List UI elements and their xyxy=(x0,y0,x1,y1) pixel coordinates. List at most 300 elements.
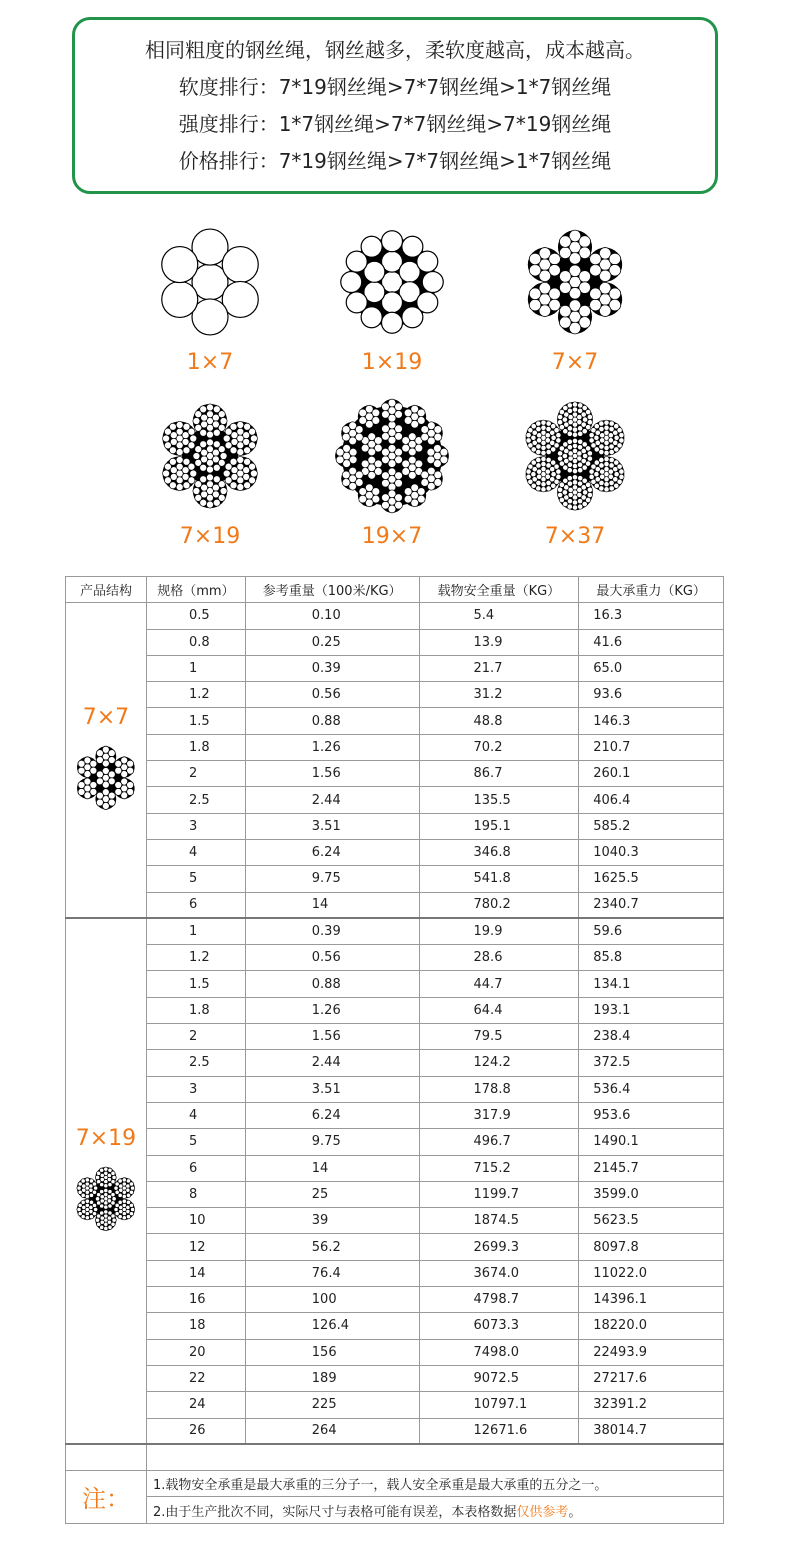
safe-load-cell: 1874.5 xyxy=(419,1208,579,1234)
max-load-cell: 585.2 xyxy=(579,813,724,839)
wire xyxy=(529,264,541,276)
wire xyxy=(559,271,571,283)
wire xyxy=(92,1182,96,1186)
wire xyxy=(96,799,103,806)
max-load-cell: 146.3 xyxy=(579,708,724,734)
wire xyxy=(336,448,344,456)
wire xyxy=(579,271,591,283)
group-label: 7×19 xyxy=(75,1125,137,1151)
table-row xyxy=(66,708,724,734)
wire xyxy=(223,470,230,477)
wire xyxy=(115,760,122,767)
weight-cell: 2.44 xyxy=(245,787,419,813)
wire xyxy=(90,760,97,767)
wire xyxy=(559,305,571,317)
wire xyxy=(572,402,577,407)
safe-load-cell: 346.8 xyxy=(419,839,579,865)
rope-19x7 xyxy=(302,394,482,549)
weight-cell: 100 xyxy=(245,1287,419,1313)
wire xyxy=(118,1179,122,1183)
wire xyxy=(528,479,533,484)
wire xyxy=(188,428,195,435)
wire xyxy=(225,477,232,484)
wire xyxy=(372,409,380,417)
wire xyxy=(619,469,624,474)
wire xyxy=(122,1199,126,1203)
wire xyxy=(127,781,134,788)
wire xyxy=(526,438,531,443)
rope-cross-section-icon xyxy=(148,394,272,518)
wire xyxy=(104,1226,108,1230)
wire xyxy=(572,432,577,437)
wire xyxy=(122,1178,126,1182)
weight-cell: 9.75 xyxy=(245,1129,419,1155)
wire xyxy=(557,420,562,425)
weight-cell: 9.75 xyxy=(245,866,419,892)
wire xyxy=(546,449,551,454)
size-cell: 16 xyxy=(146,1287,245,1313)
wire xyxy=(582,453,587,458)
wire xyxy=(85,1178,89,1182)
wire xyxy=(440,448,448,456)
wire xyxy=(96,1222,100,1226)
wire xyxy=(108,1182,112,1186)
wire xyxy=(557,451,562,456)
size-cell: 5 xyxy=(146,866,245,892)
wire xyxy=(599,421,604,426)
max-load-cell: 27217.6 xyxy=(579,1365,724,1391)
rope-cross-section-icon xyxy=(148,220,272,344)
wire xyxy=(422,272,443,293)
table-row xyxy=(66,1076,724,1102)
wire xyxy=(244,447,251,454)
table-row xyxy=(66,997,724,1023)
wire xyxy=(108,792,115,799)
max-load-cell: 59.6 xyxy=(579,918,724,944)
wire xyxy=(614,435,619,440)
safe-load-cell: 195.1 xyxy=(419,813,579,839)
wire xyxy=(77,1186,81,1190)
size-cell: 5 xyxy=(146,1129,245,1155)
rope-label: 7×37 xyxy=(544,524,606,549)
wire xyxy=(382,312,403,333)
table-row xyxy=(66,629,724,655)
wire xyxy=(559,236,571,248)
table-row xyxy=(66,1234,724,1260)
table-row xyxy=(66,1102,724,1128)
wire xyxy=(579,305,591,317)
wire xyxy=(417,251,438,272)
weight-cell: 156 xyxy=(245,1339,419,1365)
wire xyxy=(96,778,103,785)
wire xyxy=(244,482,251,489)
wire xyxy=(404,488,412,496)
weight-cell: 1.26 xyxy=(245,734,419,760)
wire xyxy=(529,299,541,311)
wire xyxy=(114,1186,118,1190)
wire xyxy=(572,407,577,412)
wire xyxy=(531,435,536,440)
wire xyxy=(572,505,577,510)
wire xyxy=(183,482,190,489)
wire xyxy=(220,418,227,425)
size-cell: 20 xyxy=(146,1339,245,1365)
wire xyxy=(213,464,220,471)
safe-load-cell: 715.2 xyxy=(419,1155,579,1181)
note-row xyxy=(66,1497,724,1523)
wire xyxy=(557,487,562,492)
wire xyxy=(554,464,559,469)
wire xyxy=(614,472,619,477)
wire xyxy=(213,429,220,436)
wire xyxy=(594,472,599,477)
wire xyxy=(404,417,412,425)
weight-cell: 0.88 xyxy=(245,971,419,997)
wire xyxy=(559,282,571,294)
wire xyxy=(567,476,572,481)
safe-load-cell: 124.2 xyxy=(419,1050,579,1076)
table-row xyxy=(66,603,724,629)
wire xyxy=(108,749,115,756)
wire xyxy=(355,426,363,434)
wire xyxy=(176,484,183,491)
max-load-cell: 372.5 xyxy=(579,1050,724,1076)
wire xyxy=(572,469,577,474)
wire xyxy=(591,443,596,448)
wire xyxy=(402,444,410,452)
wire xyxy=(193,418,200,425)
wire xyxy=(115,788,122,795)
wire xyxy=(562,417,567,422)
weight-cell: 1.56 xyxy=(245,761,419,787)
max-load-cell: 11022.0 xyxy=(579,1260,724,1286)
wire xyxy=(89,1214,93,1218)
wire xyxy=(90,781,97,788)
wire xyxy=(557,414,562,419)
table-row xyxy=(66,945,724,971)
wire xyxy=(572,480,577,485)
wire xyxy=(100,1211,104,1215)
wire xyxy=(382,231,403,252)
group-label: 7×7 xyxy=(82,704,130,730)
wire xyxy=(609,449,614,454)
size-cell: 18 xyxy=(146,1313,245,1339)
wire xyxy=(382,403,390,411)
wire xyxy=(536,457,541,462)
wire xyxy=(130,1186,134,1190)
wire xyxy=(541,425,546,430)
size-cell: 2 xyxy=(146,1024,245,1050)
wire xyxy=(559,497,564,502)
table-row xyxy=(66,1155,724,1181)
wire xyxy=(599,426,604,431)
wire xyxy=(195,424,202,431)
weight-cell: 6.24 xyxy=(245,839,419,865)
wire xyxy=(604,487,609,492)
wire xyxy=(249,428,256,435)
wire xyxy=(572,463,577,468)
wire xyxy=(118,1200,122,1204)
wire xyxy=(111,1214,115,1218)
wire xyxy=(89,1193,93,1197)
safe-load-cell: 70.2 xyxy=(419,734,579,760)
wire xyxy=(567,439,572,444)
wire xyxy=(590,264,602,276)
wire xyxy=(85,1194,89,1198)
table-row xyxy=(66,787,724,813)
wire xyxy=(122,1215,126,1219)
wire xyxy=(559,425,564,430)
wire xyxy=(541,450,546,455)
table-row xyxy=(66,655,724,681)
wire xyxy=(361,444,369,452)
wire xyxy=(213,499,220,506)
table-header-row xyxy=(66,577,724,603)
safe-load-cell: 2699.3 xyxy=(419,1234,579,1260)
wire xyxy=(590,299,602,311)
wire xyxy=(78,767,85,774)
size-cell: 2.5 xyxy=(146,787,245,813)
wire xyxy=(78,1211,82,1215)
max-load-cell: 1625.5 xyxy=(579,866,724,892)
wire xyxy=(95,1218,99,1222)
wire xyxy=(427,456,435,464)
wire xyxy=(225,442,232,449)
weight-cell: 14 xyxy=(245,1155,419,1181)
wire xyxy=(609,444,614,449)
wire xyxy=(115,767,122,774)
wire xyxy=(190,435,197,442)
wire xyxy=(374,437,382,445)
safe-load-cell: 12671.6 xyxy=(419,1418,579,1444)
wire xyxy=(104,1188,108,1192)
wire xyxy=(96,1179,100,1183)
safe-load-cell: 6073.3 xyxy=(419,1313,579,1339)
wire xyxy=(382,479,390,487)
wire xyxy=(402,460,410,468)
size-cell: 14 xyxy=(146,1260,245,1286)
intro-line: 强度排行：1*7钢丝绳>7*7钢丝绳>7*19钢丝绳 xyxy=(178,112,612,136)
wire xyxy=(104,1210,108,1214)
wire xyxy=(395,403,403,411)
safe-load-cell: 19.9 xyxy=(419,918,579,944)
wire xyxy=(619,438,624,443)
weight-cell: 6.24 xyxy=(245,1102,419,1128)
wire xyxy=(604,482,609,487)
intro-line: 软度排行：7*19钢丝绳>7*7钢丝绳>1*7钢丝绳 xyxy=(178,75,612,99)
wire xyxy=(604,425,609,430)
safe-load-cell: 496.7 xyxy=(419,1129,579,1155)
table-row xyxy=(66,1418,724,1444)
wire xyxy=(96,1201,100,1205)
wire xyxy=(617,428,622,433)
wire xyxy=(567,481,572,486)
wire xyxy=(590,253,602,265)
table-row xyxy=(66,761,724,787)
notes-heading: 注： xyxy=(66,1471,147,1524)
safe-load-cell: 79.5 xyxy=(419,1024,579,1050)
wire xyxy=(417,488,425,496)
wire xyxy=(541,482,546,487)
wire xyxy=(554,428,559,433)
wire xyxy=(78,1190,82,1194)
max-load-cell: 14396.1 xyxy=(579,1287,724,1313)
wire xyxy=(562,453,567,458)
rope-7x7 xyxy=(485,220,665,375)
wire xyxy=(434,426,442,434)
size-cell: 1.8 xyxy=(146,734,245,760)
wire xyxy=(230,423,237,430)
intro-line: 相同粗度的钢丝绳，钢丝越多，柔软度越高，成本越高。 xyxy=(145,38,645,62)
wire xyxy=(382,410,390,418)
wire xyxy=(115,781,122,788)
max-load-cell: 8097.8 xyxy=(579,1234,724,1260)
wire xyxy=(78,760,85,767)
wire xyxy=(551,435,556,440)
wire xyxy=(599,463,604,468)
wire xyxy=(404,409,412,417)
wire xyxy=(96,792,103,799)
size-cell: 6 xyxy=(146,1155,245,1181)
wire xyxy=(609,480,614,485)
wire xyxy=(586,446,591,451)
wire xyxy=(562,490,567,495)
wire xyxy=(556,474,561,479)
size-cell: 0.5 xyxy=(146,603,245,629)
wire xyxy=(207,404,214,411)
table-row xyxy=(66,682,724,708)
wire xyxy=(589,474,594,479)
size-cell: 3 xyxy=(146,1076,245,1102)
safe-load-cell: 28.6 xyxy=(419,945,579,971)
wire xyxy=(526,469,531,474)
max-load-cell: 18220.0 xyxy=(579,1313,724,1339)
max-load-cell: 406.4 xyxy=(579,787,724,813)
rope-label: 19×7 xyxy=(361,524,423,549)
table-row xyxy=(66,1260,724,1286)
safe-load-cell: 135.5 xyxy=(419,787,579,813)
size-cell: 2.5 xyxy=(146,1050,245,1076)
wire xyxy=(95,1197,99,1201)
safe-load-cell: 13.9 xyxy=(419,629,579,655)
wire xyxy=(129,1203,133,1207)
wire xyxy=(589,438,594,443)
wire xyxy=(559,317,571,329)
weight-cell: 1.56 xyxy=(245,1024,419,1050)
wire xyxy=(115,1211,119,1215)
weight-cell: 126.4 xyxy=(245,1313,419,1339)
rope-label: 7×7 xyxy=(551,350,599,375)
max-load-cell: 193.1 xyxy=(579,997,724,1023)
note-row xyxy=(66,1471,724,1497)
table-row xyxy=(66,866,724,892)
weight-cell: 0.56 xyxy=(245,945,419,971)
wire xyxy=(163,470,170,477)
safe-load-cell: 3674.0 xyxy=(419,1260,579,1286)
weight-cell: 2.44 xyxy=(245,1050,419,1076)
size-cell: 4 xyxy=(146,1102,245,1128)
wire xyxy=(529,253,541,265)
wire xyxy=(200,441,207,448)
wire xyxy=(421,471,429,479)
max-load-cell: 2145.7 xyxy=(579,1155,724,1181)
wire xyxy=(207,439,214,446)
max-load-cell: 2340.7 xyxy=(579,892,724,918)
wire xyxy=(341,272,362,293)
size-cell: 4 xyxy=(146,839,245,865)
wire xyxy=(546,480,551,485)
wire xyxy=(619,433,624,438)
wire xyxy=(207,474,214,481)
wire xyxy=(190,470,197,477)
wire xyxy=(114,1207,118,1211)
wire xyxy=(395,472,403,480)
wire xyxy=(342,479,350,487)
wire xyxy=(589,433,594,438)
note-2-highlight: 仅供参考 xyxy=(516,1504,569,1520)
safe-load-cell: 48.8 xyxy=(419,708,579,734)
table-row xyxy=(66,918,724,944)
wire xyxy=(111,1192,115,1196)
wire xyxy=(96,756,103,763)
size-cell: 24 xyxy=(146,1392,245,1418)
wire xyxy=(619,474,624,479)
wire xyxy=(96,749,103,756)
wire xyxy=(587,420,592,425)
rope-label: 7×19 xyxy=(179,524,241,549)
safe-load-cell: 9072.5 xyxy=(419,1365,579,1391)
rope-cross-section-icon xyxy=(330,220,454,344)
wire xyxy=(427,448,435,456)
wire xyxy=(78,788,85,795)
wire xyxy=(382,501,390,509)
note-2-suffix: 。 xyxy=(568,1504,582,1520)
wire xyxy=(536,463,541,468)
size-cell: 1.5 xyxy=(146,971,245,997)
wire xyxy=(556,438,561,443)
group-cell xyxy=(66,603,147,919)
wire xyxy=(164,477,171,484)
wire xyxy=(249,463,256,470)
wire xyxy=(374,460,382,468)
table-row xyxy=(66,1129,724,1155)
weight-cell: 25 xyxy=(245,1181,419,1207)
size-cell: 1 xyxy=(146,655,245,681)
wire xyxy=(434,471,442,479)
wire xyxy=(218,446,225,453)
wire xyxy=(529,288,541,300)
size-cell: 3 xyxy=(146,813,245,839)
size-cell: 10 xyxy=(146,1208,245,1234)
wire xyxy=(589,469,594,474)
wire xyxy=(402,437,410,445)
wire xyxy=(220,488,227,495)
wire xyxy=(559,461,564,466)
wire xyxy=(578,504,583,509)
safe-load-cell: 178.8 xyxy=(419,1076,579,1102)
header-size: 规格（mm） xyxy=(146,577,245,603)
wire xyxy=(541,445,546,450)
wire xyxy=(594,435,599,440)
wire xyxy=(200,476,207,483)
wire xyxy=(421,426,429,434)
wire xyxy=(195,459,202,466)
weight-cell: 76.4 xyxy=(245,1260,419,1286)
safe-load-cell: 5.4 xyxy=(419,603,579,629)
wire xyxy=(604,456,609,461)
wire xyxy=(359,417,367,425)
wire xyxy=(359,488,367,496)
